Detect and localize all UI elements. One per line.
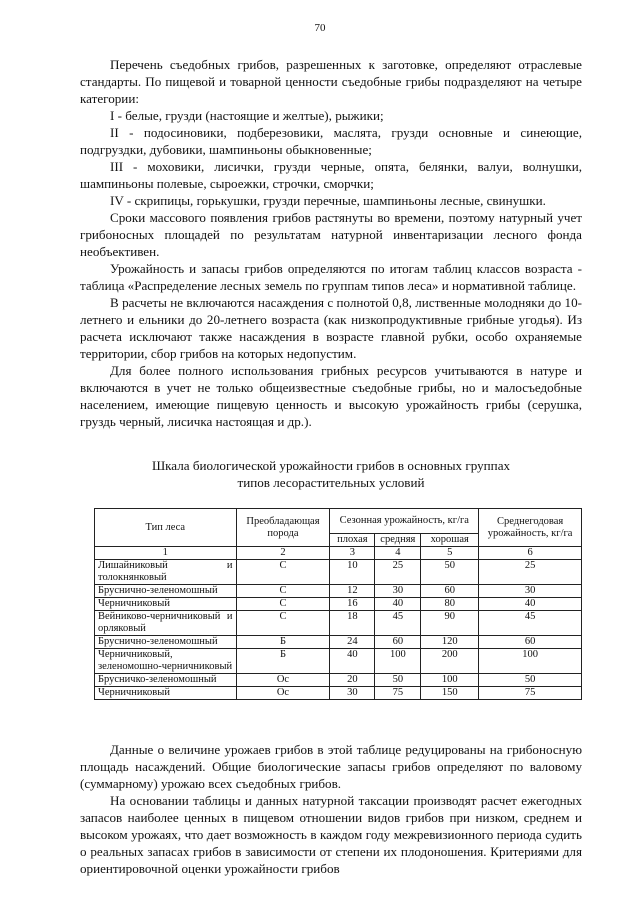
cell-average: 25 — [479, 560, 582, 585]
cell-medium: 100 — [375, 649, 421, 674]
table-row — [95, 611, 582, 636]
cell-medium: 45 — [375, 611, 421, 636]
cell-good: 120 — [421, 636, 479, 649]
cell-good: 50 — [421, 560, 479, 585]
cell-poor: 30 — [330, 687, 375, 700]
cell-forest-type: Бруснично-зеленомошный — [95, 585, 237, 598]
paragraph: Для более полного использования грибных ресурсов учитываются в натуре и включаются в учет не только общеизвестные съедобные грибы, но и малосъедобные населением, имеющие пищевую ценность и высокую урожайность грибы (серушка, груздь черный, лисичка настоящая и др.). — [80, 363, 582, 429]
column-number-row — [95, 547, 582, 560]
cell-poor: 10 — [330, 560, 375, 585]
paragraph: Сроки массового появления грибов растянуты во времени, поэтому натурный учет грибоносных площадей по результатам натурной инвентаризации лесного фонда необъективен. — [80, 210, 582, 259]
column-number: 2 — [236, 547, 330, 560]
header-poor: плохая — [330, 534, 375, 547]
cell-good: 150 — [421, 687, 479, 700]
cell-average: 40 — [479, 598, 582, 611]
cell-good: 90 — [421, 611, 479, 636]
cell-species: Ос — [236, 674, 330, 687]
table-row — [95, 636, 582, 649]
cell-medium: 40 — [375, 598, 421, 611]
table-row — [95, 585, 582, 598]
header-seasonal-yield: Сезонная урожайность, кг/га — [330, 509, 479, 534]
cell-species: С — [236, 585, 330, 598]
table-title — [80, 457, 582, 491]
cell-poor: 20 — [330, 674, 375, 687]
cell-forest-type: Бруснично-зеленомошный — [95, 636, 237, 649]
paragraph: Перечень съедобных грибов, разрешенных к заготовке, определяют отраслевые стандарты. По пищевой и товарной ценности съедобные грибы подразделяют на четыре категории: — [80, 57, 582, 106]
paragraph: III - моховики, лисички, грузди черные, опята, белянки, валуи, волнушки, шампиньоны полевые, сыроежки, строчки, сморчки; — [80, 159, 582, 191]
cell-average: 30 — [479, 585, 582, 598]
cell-species: Ос — [236, 687, 330, 700]
cell-forest-type: Вейниково-черничниковый и орляковый — [95, 611, 237, 636]
cell-average: 100 — [479, 649, 582, 674]
cell-average: 75 — [479, 687, 582, 700]
cell-poor: 16 — [330, 598, 375, 611]
cell-medium: 75 — [375, 687, 421, 700]
cell-average: 45 — [479, 611, 582, 636]
cell-medium: 60 — [375, 636, 421, 649]
column-number: 4 — [375, 547, 421, 560]
cell-medium: 30 — [375, 585, 421, 598]
paragraph: Данные о величине урожаев грибов в этой таблице редуцированы на грибоносную площадь насаждений. Общие биологические запасы грибов определяют по валовому (суммарному) урожаю всех съедобных грибов. — [80, 742, 582, 791]
table-title-line: типов лесорастительных условий — [237, 475, 425, 490]
cell-good: 80 — [421, 598, 479, 611]
page-number: 70 — [314, 22, 326, 34]
cell-good: 200 — [421, 649, 479, 674]
column-number: 3 — [330, 547, 375, 560]
cell-poor: 40 — [330, 649, 375, 674]
table-row — [95, 687, 582, 700]
cell-forest-type: Черничниковый, зеленомошно-черничниковый — [95, 649, 237, 674]
cell-species: С — [236, 598, 330, 611]
cell-good: 100 — [421, 674, 479, 687]
cell-good: 60 — [421, 585, 479, 598]
table-row — [95, 674, 582, 687]
cell-species: С — [236, 611, 330, 636]
column-number: 6 — [479, 547, 582, 560]
cell-medium: 25 — [375, 560, 421, 585]
cell-average: 50 — [479, 674, 582, 687]
cell-poor: 24 — [330, 636, 375, 649]
table-header-row — [95, 509, 582, 534]
header-medium: средняя — [375, 534, 421, 547]
header-species: Преобладающая порода — [236, 509, 330, 547]
paragraph: IV - скрипицы, горькушки, грузди перечные, шампиньоны лесные, свинушки. — [110, 193, 546, 208]
column-number: 1 — [95, 547, 237, 560]
column-number: 5 — [421, 547, 479, 560]
body-text-bottom — [80, 741, 582, 877]
cell-average: 60 — [479, 636, 582, 649]
cell-forest-type: Брусничко-зеленомошный — [95, 674, 237, 687]
cell-species: Б — [236, 649, 330, 674]
yield-table — [94, 508, 582, 700]
cell-poor: 18 — [330, 611, 375, 636]
table-row — [95, 649, 582, 674]
table-title-line: Шкала биологической урожайности грибов в основных группах — [151, 458, 511, 473]
paragraph: Урожайность и запасы грибов определяются по итогам таблиц классов возраста - таблица «Распределение лесных земель по группам типов леса» и нормативной таблице. — [80, 261, 582, 293]
cell-poor: 12 — [330, 585, 375, 598]
body-text-top — [80, 56, 582, 430]
header-average-yield: Среднегодовая урожайность, кг/га — [479, 509, 582, 547]
header-forest-type: Тип леса — [95, 509, 237, 547]
cell-medium: 50 — [375, 674, 421, 687]
paragraph: II - подосиновики, подберезовики, маслята, грузди основные и синеющие, подгруздки, дубовики, шампиньоны обыкновенные; — [80, 125, 582, 157]
header-good: хорошая — [421, 534, 479, 547]
paragraph: В расчеты не включаются насаждения с полнотой 0,8, лиственные молодняки до 10-летнего и ельники до 20-летнего возраста (как низкопродуктивные грибные угодья). Из расчета исключают также насаждения в возрасте главной рубки, особо охраняемые территории, сбор грибов на которых недопустим. — [80, 295, 582, 361]
cell-forest-type: Черничниковый — [95, 598, 237, 611]
table-row — [95, 560, 582, 585]
cell-forest-type: Лишайниковый и толокнянковый — [95, 560, 237, 585]
table-row — [95, 598, 582, 611]
cell-species: С — [236, 560, 330, 585]
paragraph: На основании таблицы и данных натурной таксации производят расчет ежегодных запасов наиболее ценных в пищевом отношении видов грибов при низком, среднем и высоком урожаях, что дает возможность в каждом году межревизионного периода судить о реальных запасах грибов в зависимости от степени их плодоношения. Критериями для ориентировочной оценки урожайности грибов — [80, 793, 582, 876]
cell-forest-type: Черничниковый — [95, 687, 237, 700]
paragraph: I - белые, грузди (настоящие и желтые), рыжики; — [110, 108, 384, 123]
cell-species: Б — [236, 636, 330, 649]
